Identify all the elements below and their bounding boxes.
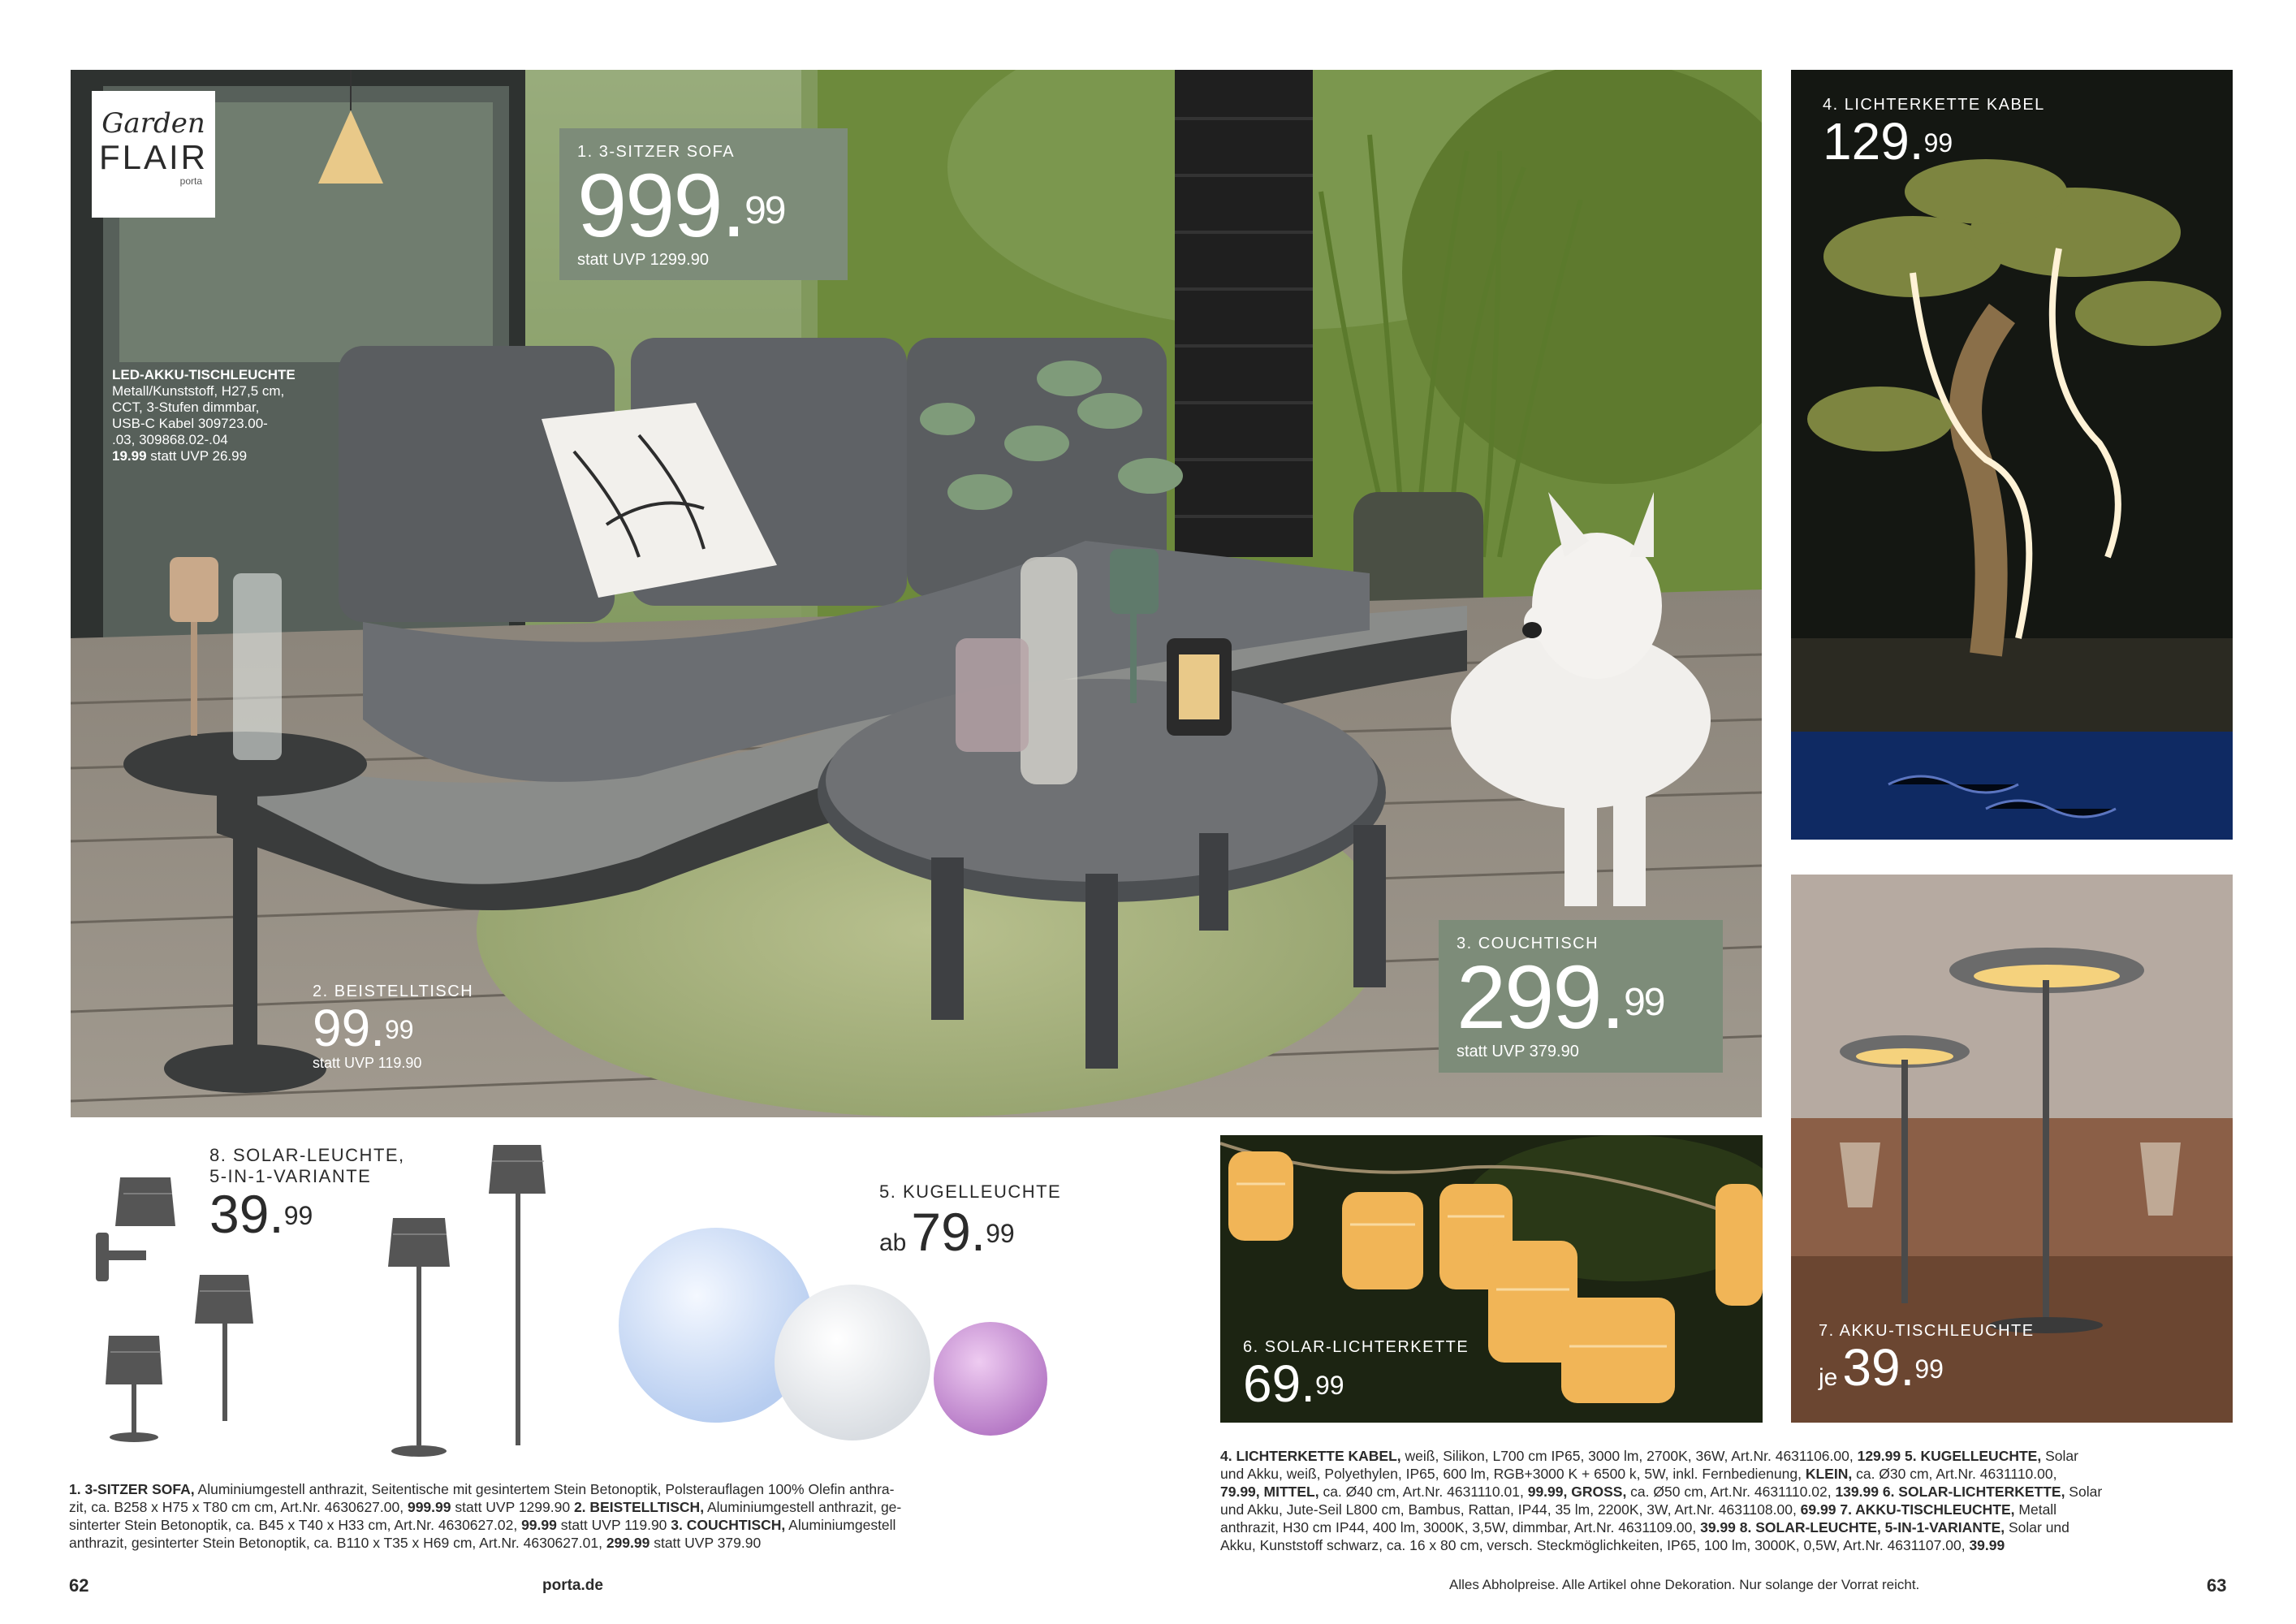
akku-lamp-price: 7. AKKU-TISCHLEUCHTE je39.99 bbox=[1819, 1322, 2035, 1397]
solar-chain-label: 6. SOLAR-LICHTERKETTE bbox=[1243, 1338, 1470, 1356]
beistelltisch-uvp: statt UVP 119.90 bbox=[313, 1055, 422, 1071]
solar-chain-price: 6. SOLAR-LICHTERKETTE 69.99 bbox=[1243, 1338, 1470, 1413]
lichterkette-label: 4. LICHTERKETTE KABEL bbox=[1823, 96, 2045, 114]
lichterkette-price: 4. LICHTERKETTE KABEL 129.99 bbox=[1823, 96, 2045, 171]
left-details-line: 1. 3-SITZER SOFA, Aluminiumgestell anthrazit, Seitentische mit gesintertem Stein Betonoptik, Polsterauflagen 100% Olefin anthra- bbox=[69, 1481, 895, 1497]
akku-lamp-label: 7. AKKU-TISCHLEUCHTE bbox=[1819, 1322, 2035, 1340]
kugel-price: ab79.99 bbox=[879, 1202, 1015, 1262]
logo-script: Garden bbox=[101, 107, 205, 140]
page-number-left: 62 bbox=[69, 1575, 89, 1596]
sofa-uvp: statt UVP 1299.90 bbox=[577, 251, 709, 269]
right-details-line: 4. LICHTERKETTE KABEL, weiß, Silikon, L700 cm IP65, 3000 lm, 2700K, 36W, Art.Nr. 4631106.00, 129.99 5. KUGELLEUCHTE, Solar bbox=[1220, 1448, 2078, 1464]
logo-main: FLAIR bbox=[98, 138, 209, 176]
right-details-line: 79.99, MITTEL, ca. Ø40 cm, Art.Nr. 4631110.01, 99.99, GROSS, ca. Ø50 cm, Art.Nr. 4631110.02, 139.99 6. SOLAR-LICHTERKETTE, Solar bbox=[1220, 1484, 2103, 1500]
right-details-line: Akku, Kunststoff schwarz, ca. 16 x 80 cm, versch. Steckmöglichkeiten, IP65, 100 lm, 3000K, 0,5W, Art.Nr. 4631107.00, 39.99 bbox=[1220, 1537, 2005, 1553]
led-lamp-title: LED-AKKU-TISCHLEUCHTE bbox=[112, 367, 296, 382]
kugel-label: 5. KUGELLEUCHTE bbox=[879, 1181, 1062, 1202]
led-lamp-line: USB-C Kabel 309723.00- bbox=[112, 416, 268, 431]
sofa-price-box bbox=[559, 128, 848, 280]
solar-lamp-label-line1: 8. SOLAR-LEUCHTE, bbox=[209, 1145, 405, 1165]
couchtisch-label: 3. COUCHTISCH bbox=[1457, 935, 1599, 952]
footer-notice: Alles Abholpreise. Alle Artikel ohne Dekoration. Nur solange der Vorrat reicht. bbox=[1449, 1577, 1920, 1592]
couchtisch-price: 299.99 bbox=[1457, 948, 1664, 1047]
beistelltisch-price: 2. BEISTELLTISCH 99.99 statt UVP 119.90 bbox=[313, 983, 474, 1071]
left-details-line: zit, ca. B258 x H75 x T80 cm cm, Art.Nr. 4630627.00, 999.99 statt UVP 1299.90 2. BEISTELLTISCH, Aluminiumgestell anthrazit, ge- bbox=[69, 1499, 902, 1515]
beistelltisch-label: 2. BEISTELLTISCH bbox=[313, 983, 474, 1000]
led-lamp-note bbox=[112, 367, 347, 464]
left-details-line: anthrazit, gesinterter Stein Betonoptik, ca. B110 x T35 x H69 cm, Art.Nr. 4630627.01, 299.99 statt UVP 379.90 bbox=[69, 1535, 762, 1551]
left-details-line: sinterter Stein Betonoptik, ca. B45 x T40 x H33 cm, Art.Nr. 4630627.02, 99.99 statt UVP 119.90 3. COUCHTISCH, Aluminiumgestell bbox=[69, 1517, 896, 1533]
left-product-details bbox=[69, 1480, 1084, 1552]
page-number-right: 63 bbox=[2207, 1575, 2227, 1596]
right-details-line: und Akku, weiß, Polyethylen, IP65, 600 lm, RGB+3000 K + 6500 k, 5W, inkl. Fernbedienung, KLEIN, ca. Ø30 cm, Art.Nr. 4631110.00, bbox=[1220, 1466, 2057, 1482]
logo-sub: porta bbox=[179, 175, 202, 187]
right-details-line: anthrazit, H30 cm IP44, 400 lm, 3000K, 3,5W, dimmbar, Art.Nr. 4631109.00, 39.99 8. SOLAR-LEUCHTE, 5-IN-1-VARIANTE, Solar und bbox=[1220, 1519, 2069, 1535]
led-lamp-price: 19.99 statt UVP 26.99 bbox=[112, 448, 248, 464]
garden-flair-logo bbox=[92, 91, 215, 218]
couchtisch-price-box bbox=[1439, 920, 1723, 1073]
led-lamp-line: .03, 309868.02-.04 bbox=[112, 432, 228, 447]
solar-lamp-price: 39.99 bbox=[209, 1184, 313, 1244]
website-link[interactable]: porta.de bbox=[542, 1577, 603, 1594]
tree-lights-photo bbox=[1791, 70, 2233, 840]
sofa-price: 999.99 bbox=[577, 156, 785, 256]
solar-lamp-label-line2: 5-IN-1-VARIANTE bbox=[209, 1166, 372, 1186]
led-lamp-line: CCT, 3-Stufen dimmbar, bbox=[112, 400, 260, 415]
sofa-label: 1. 3-SITZER SOFA bbox=[577, 143, 736, 161]
solar-lamp-label bbox=[209, 1145, 405, 1187]
right-product-details bbox=[1220, 1447, 2235, 1554]
led-lamp-line: Metall/Kunststoff, H27,5 cm, bbox=[112, 383, 285, 399]
couchtisch-uvp: statt UVP 379.90 bbox=[1457, 1043, 1579, 1060]
right-details-line: und Akku, Jute-Seil L800 cm, Bambus, Rattan, IP44, 35 lm, 2200K, 3W, Art.Nr. 4631108.00, 69.99 7. AKKU-TISCHLEUCHTE, Metall bbox=[1220, 1501, 2057, 1518]
solar-lamps-illustration bbox=[81, 1145, 568, 1470]
